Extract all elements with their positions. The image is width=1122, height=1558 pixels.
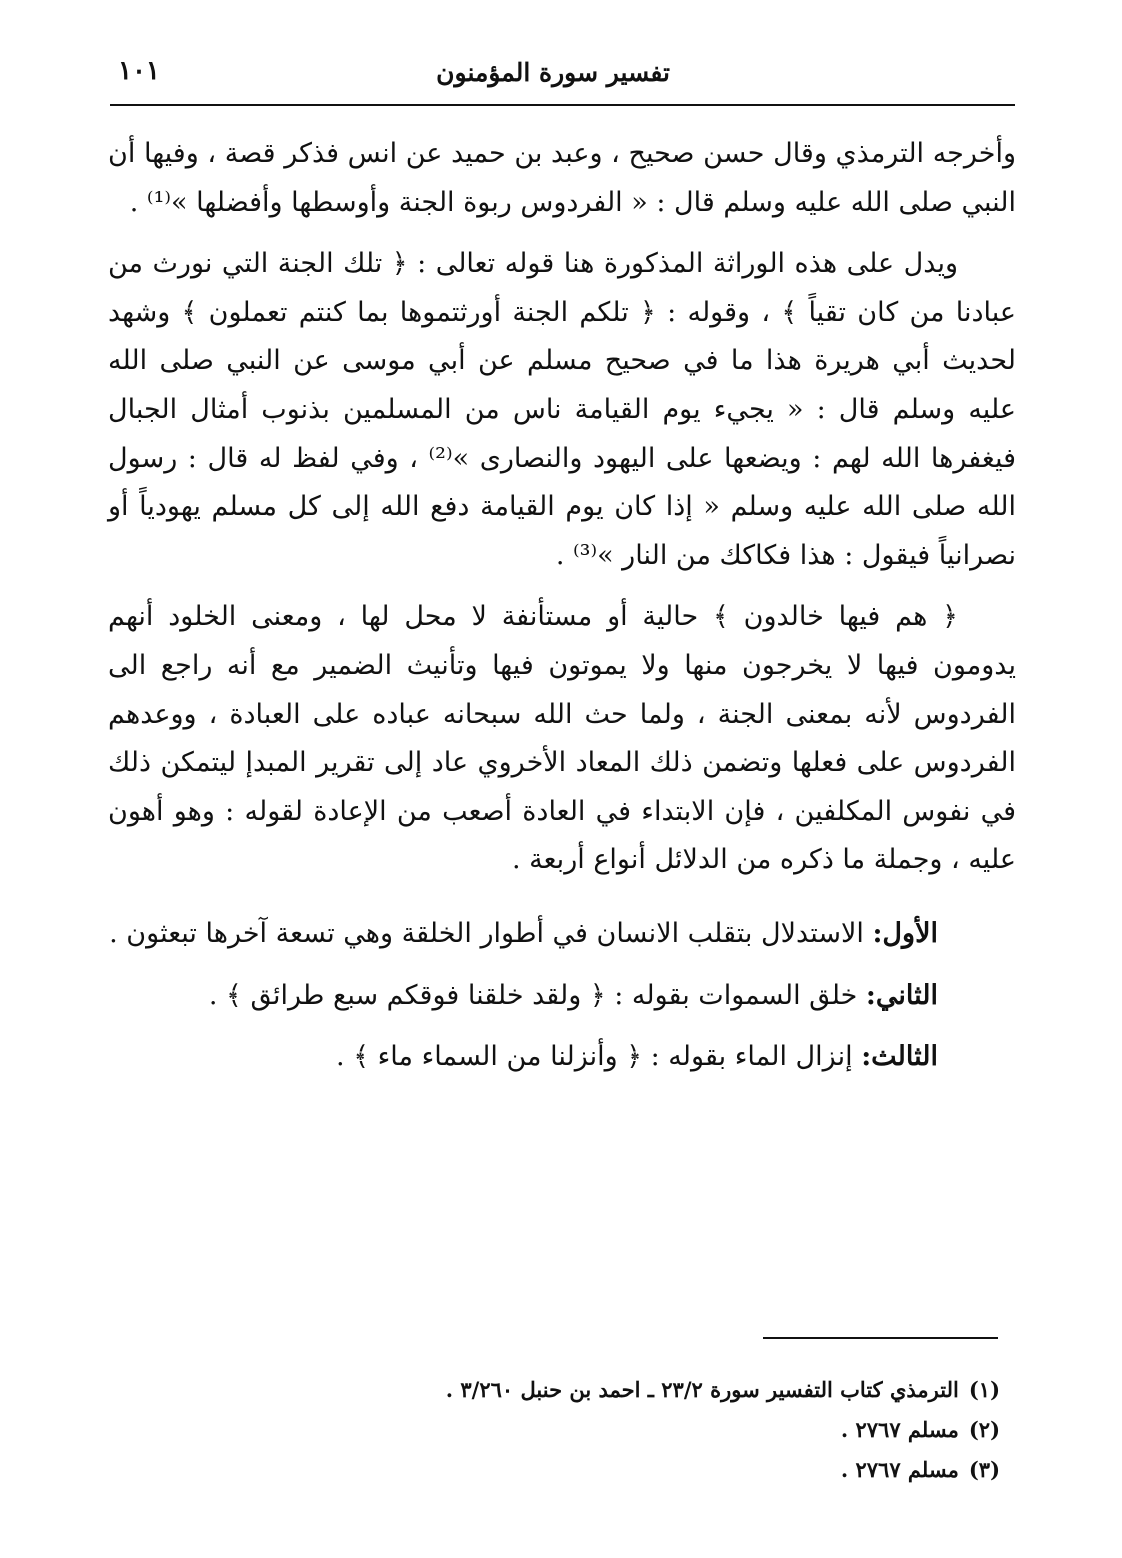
footnotes: [350, 1370, 1000, 1490]
list-item-text: الاستدلال بتقلب الانسان في أطوار الخلقة وهي تسعة آخرها تبعثون .: [109, 917, 873, 949]
footnote-text: مسلم ٢٧٦٧ .: [840, 1457, 959, 1482]
page-header: [110, 52, 1015, 100]
list-item-lead: الأول:: [872, 917, 938, 949]
list-item-second: [108, 972, 1016, 1021]
paragraph-1: وأخرجه الترمذي وقال حسن صحيح ، وعبد بن حميد عن انس فذكر قصة ، وفيها أن النبي صلى الله عليه وسلم قال : « الفردوس ربوة الجنة وأوسطها وأفضلها »⁽¹⁾ .: [108, 138, 1016, 218]
footnote-number: (١): [968, 1377, 1000, 1402]
footnote-number: (٣): [968, 1457, 1000, 1482]
footnote-2: [350, 1410, 1000, 1450]
footnote-rule: [763, 1337, 998, 1339]
paragraph-3: ﴿ هم فيها خالدون ﴾ حالية أو مستأنفة لا محل لها ، ومعنى الخلود أنهم يدومون فيها لا يخرجون منها ولا يموتون فيها وتأنيث الضمير مع أنه راجع الى الفردوس لأنه بمعنى الجنة ، ولما حث الله سبحانه عباده على العبادة ، ووعدهم الفردوس على فعلها وتضمن ذلك المعاد الأخروي عاد إلى تقرير المبدإ ليتمكن ذلك في نفوس المكلفين ، فإن الابتداء في العادة أصعب من الإعادة لقوله : وهو أهون عليه ، وجملة ما ذكره من الدلائل أنواع أربعة .: [108, 601, 1016, 876]
header-rule: [110, 104, 1015, 106]
list-item-text: إنزال الماء بقوله : ﴿ وأنزلنا من السماء ماء ﴾ .: [336, 1041, 862, 1073]
list-item-lead: الثالث:: [861, 1041, 938, 1073]
footnote-text: الترمذي كتاب التفسير سورة ٢٣/٢ ـ احمد بن حنبل ٣/٢٦٠ .: [445, 1377, 959, 1402]
footnote-number: (٢): [968, 1417, 1000, 1442]
list-item-lead: الثاني:: [865, 979, 938, 1011]
paragraph-2: ويدل على هذه الوراثة المذكورة هنا قوله تعالى : ﴿ تلك الجنة التي نورث من عبادنا من كان تقياً ﴾ ، وقوله : ﴿ تلكم الجنة أورثتموها بما كنتم تعملون ﴾ وشهد لحديث أبي هريرة هذا ما في صحيح مسلم عن أبي موسى عن النبي صلى الله عليه وسلم قال : « يجيء يوم القيامة ناس من المسلمين بذنوب أمثال الجبال فيغفرها الله لهم : ويضعها على اليهود والنصارى »⁽²⁾ ، وفي لفظ له قال : رسول الله صلى الله عليه وسلم « إذا كان يوم القيامة دفع الله إلى كل مسلم يهودياً أو نصرانياً فيقول : هذا فكاكك من النار »⁽³⁾ .: [108, 248, 1016, 571]
list-item-third: [108, 1033, 1016, 1082]
footnote-1: [350, 1370, 1000, 1410]
list-item-first: [108, 910, 1016, 959]
footnote-text: مسلم ٢٧٦٧ .: [840, 1417, 959, 1442]
footnote-3: [350, 1450, 1000, 1490]
body-text: [108, 130, 1016, 1082]
list-item-text: خلق السموات بقوله : ﴿ ولقد خلقنا فوقكم سبع طرائق ﴾ .: [208, 979, 866, 1011]
running-title: تفسير سورة المؤمنون: [436, 58, 670, 87]
page-number: ١٠١: [118, 56, 160, 86]
